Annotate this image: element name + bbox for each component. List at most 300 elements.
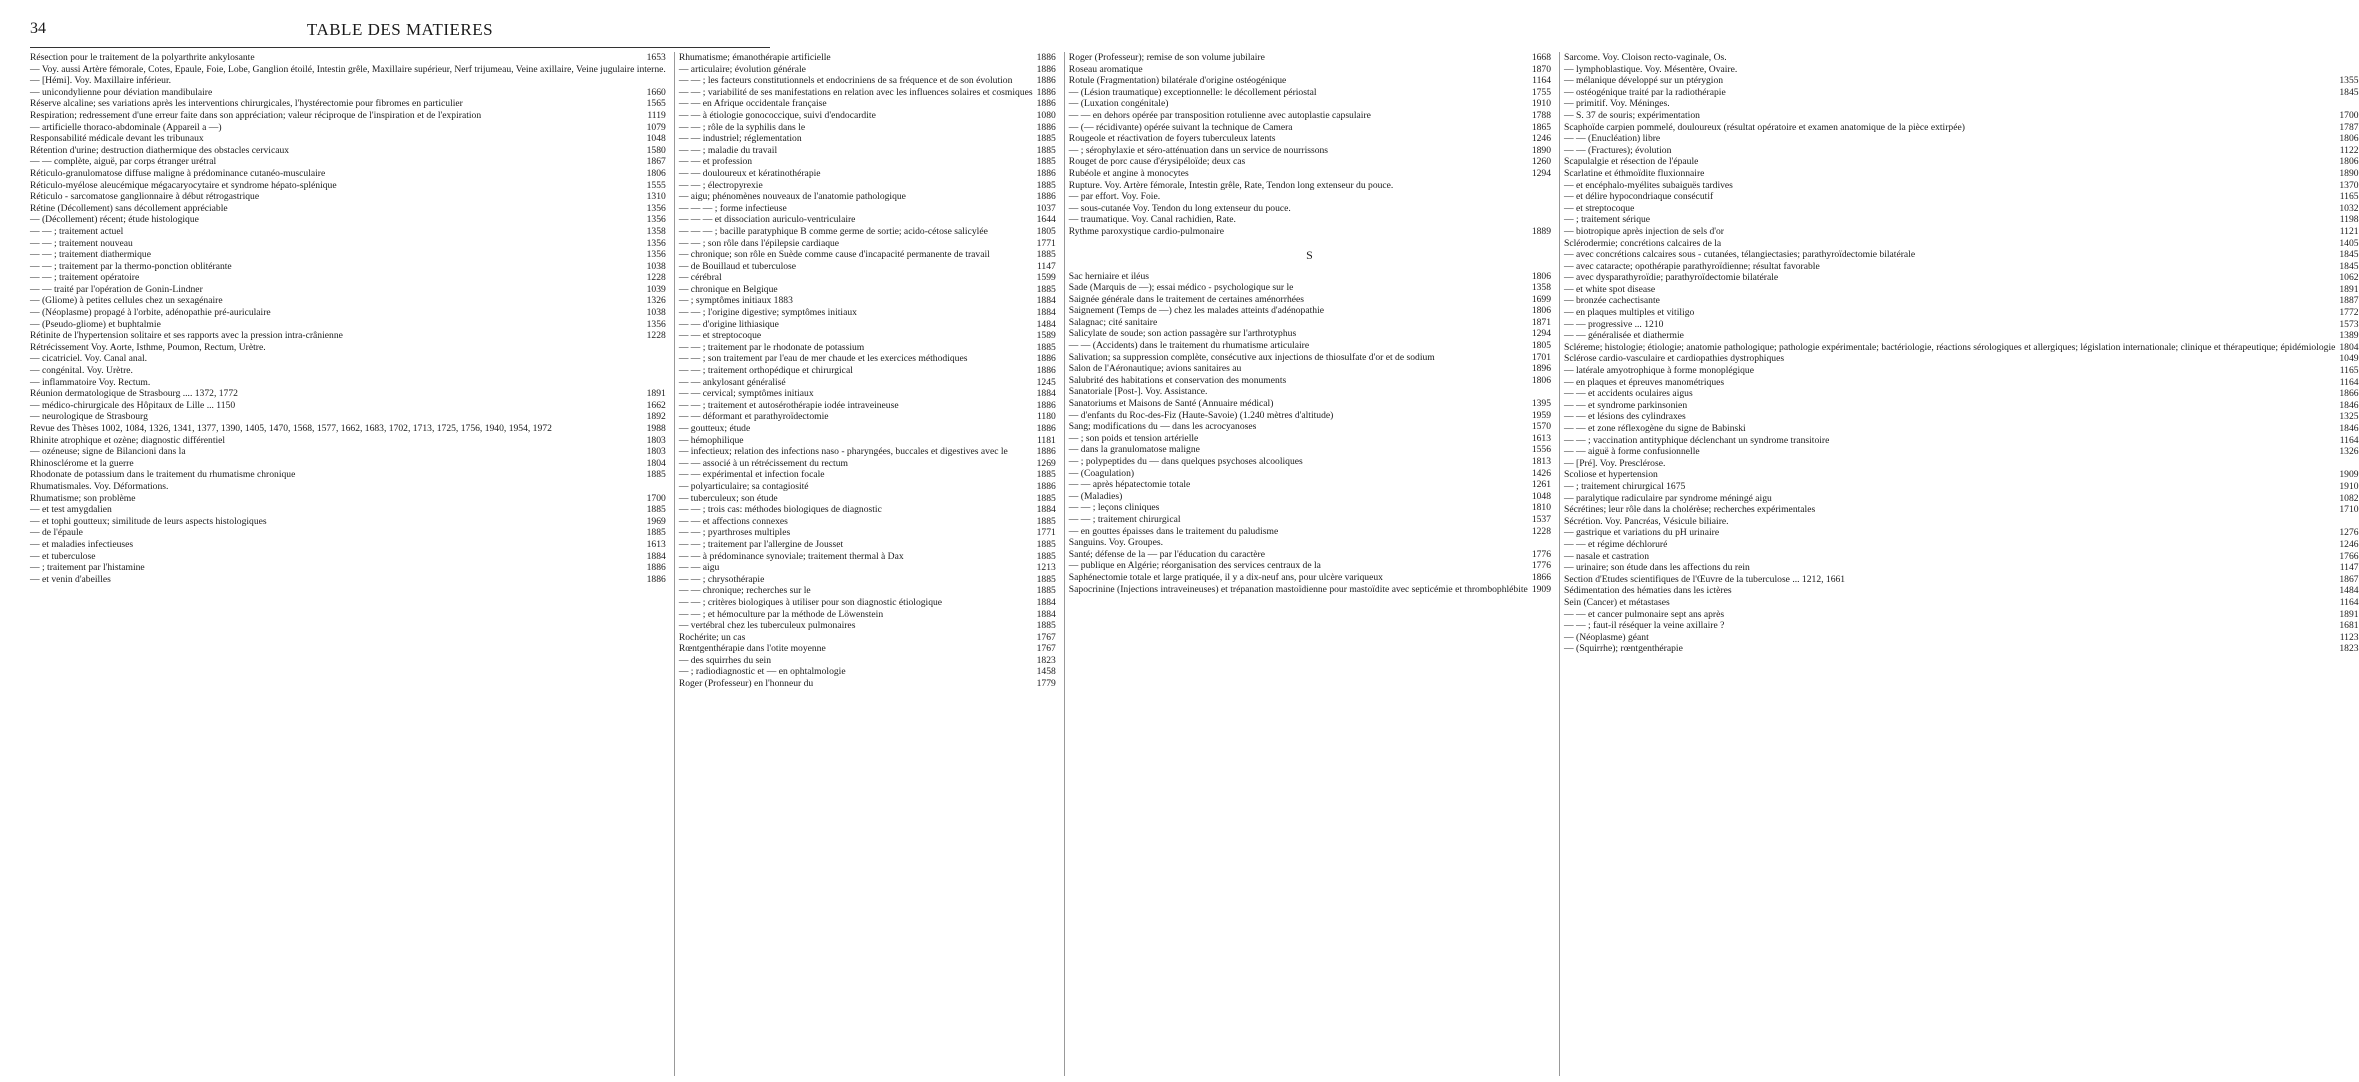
index-entry [1564,597,2359,609]
index-entry-text: Responsabilité médicale devant les tribunaux [30,133,204,145]
index-entry [30,400,666,412]
index-entry [1564,156,2359,168]
index-entry-text: Résection pour le traitement de la polyarthrite ankylosante [30,52,255,63]
index-entry-page: 1426 [1531,467,1552,479]
index-entry-text: — ostéogénique traité par la radiothérapie [1564,86,1726,98]
index-entry-page: 1405 [2339,237,2359,249]
index-entry-text: — — aiguë à forme confusionnelle [1564,446,1700,458]
index-entry [679,98,1056,110]
index-entry-text: — et white spot disease [1564,283,1656,295]
index-entry-text: — d'enfants du Roc-des-Fiz (Haute-Savoie) (1.240 mètres d'altitude) [1068,409,1334,421]
index-entry-text: — [Hémi]. Voy. Maxillaire inférieur. [30,75,172,87]
index-entry [679,353,1056,365]
index-entry-text: — ; symptômes initiaux 1883 [678,295,793,307]
index-entry-text: — — (Fractures); évolution [1564,144,1672,156]
index-entry [679,493,1056,505]
index-entry-page: 1269 [1036,457,1056,469]
index-entry [679,632,1056,644]
index-entry [1069,168,1551,180]
index-entry-page: 1228 [646,330,666,342]
index-entry [30,145,666,157]
index-entry [30,238,666,250]
index-entry [679,226,1056,238]
header-rule [30,47,770,48]
index-column-2 [674,52,1056,1076]
index-entry-text: — — généralisée et diathermie [1564,330,1684,342]
index-entry-page: 1867 [646,156,666,168]
index-entry [1069,110,1551,122]
index-entry-page: 1909 [2339,469,2359,481]
index-entry-page: 1310 [646,191,666,203]
index-entry [30,342,666,354]
index-entry-text: — — cervical; symptômes initiaux [678,388,814,400]
index-entry-page: 1884 [1036,307,1056,319]
index-entry [1564,203,2359,215]
index-entry [1564,377,2359,389]
index-entry-text: — — — ; forme infectieuse [678,202,787,214]
index-entry [1069,352,1551,364]
index-entry-text: — latérale amyotrophique à forme monoplégique [1564,365,1754,377]
index-entry-text: — et encéphalo-myélites subaiguës tardives [1564,179,1733,191]
index-entry-text: Réserve alcaline; ses variations après les interventions chirurgicales, l'hystérectomie pour fibromes en particulier [30,98,463,110]
index-entry-page: 1766 [2339,550,2359,562]
index-entry-text: — — ; électropyrexie [678,179,763,191]
index-entry-page: 1806 [1531,374,1552,386]
index-entry-page: 1613 [1531,432,1552,444]
index-entry-page: 1866 [1531,571,1552,583]
index-entry-page: 1846 [2339,423,2359,434]
index-entry [30,411,666,423]
index-entry-text: — — et accidents oculaires aigus [1564,388,1693,400]
index-entry-page: 1884 [646,550,666,562]
index-entry-text: — — à étiologie gonococcique, suivi d'endocardite [678,109,876,121]
index-entry-text: — — et lésions des cylindraxes [1564,411,1686,423]
index-entry [30,481,666,493]
index-entry [679,527,1056,539]
index-entry [679,214,1056,226]
index-entry [679,156,1056,168]
index-entry-text: — ; polypeptides du — dans quelques psychoses alcooliques [1068,456,1303,467]
index-entry [1564,504,2359,516]
index-entry [679,330,1056,342]
index-entry [1069,328,1551,340]
index-entry-text: Rœntgenthérapie dans l'otite moyenne [678,643,826,655]
index-entry [1564,168,2359,180]
index-entry-page: 1613 [646,538,666,550]
index-entry-text: — biotropique après injection de sels d'or [1564,225,1725,237]
index-entry-page: 1886 [1036,75,1056,87]
index-entry-text: — — à prédominance synoviale; traitement thermal à Dax [678,550,904,562]
index-entry [679,446,1056,458]
index-entry-page: 1358 [1531,282,1552,294]
index-entry-text: — dans la granulomatose maligne [1068,444,1200,456]
index-entry-text: — paralytique radiculaire par syndrome méningé aigu [1564,492,1772,504]
index-entry-text: Sang; modifications du — dans les acrocyanoses [1068,421,1257,433]
index-entry-text: Scléreme; histologie; étiologie; anatomie pathologique; pathologie expérimentale; bactériologie, réactions sérologiques et allergiques; législation internationale; clinique et thérapeutique; épidémiologie [1564,341,2336,353]
index-entry-text: Sédimentation des hématies dans les ictères [1564,585,1732,597]
index-entry-page: 1776 [1531,548,1552,560]
index-entry-page: 1885 [1036,179,1056,191]
index-entry [679,238,1056,250]
index-entry [30,446,666,458]
index-entry-text: — chronique; son rôle en Suède comme cause d'incapacité permanente de travail [678,249,990,261]
index-entry-page: 1886 [1036,86,1056,98]
index-entry-text: — — déformant et parathyroïdectomie [678,411,829,423]
index-entry [30,435,666,447]
index-entry [1564,319,2359,331]
index-entry-page: 1776 [1531,560,1552,572]
index-entry [679,295,1056,307]
index-entry [1069,75,1551,87]
index-entry-text: — ; traitement par l'histamine [30,562,145,574]
index-entry [1564,75,2359,87]
index-entry [679,481,1056,493]
index-entry-page: 1039 [646,283,666,295]
page-header [30,20,770,42]
index-entry-text: — en plaques et épreuves manométriques [1564,376,1725,388]
index-entry-text: — — ; rôle de la syphilis dans le [678,121,806,133]
index-entry-page: 1889 [1531,225,1552,237]
index-entry [1069,572,1551,584]
index-entry [1564,52,2359,64]
index-entry-page: 1884 [1036,504,1056,516]
index-entry-page: 1356 [646,202,666,214]
index-entry-page: 1885 [1036,156,1056,168]
index-entry-page: 1886 [1036,480,1056,492]
index-entry-text: — — progressive ... 1210 [1564,318,1664,330]
index-entry-page: 1355 [2339,75,2359,87]
index-entry [30,388,666,400]
index-entry-text: Rhinite atrophique et ozène; diagnostic différentiel [30,434,226,446]
index-entry [1069,214,1551,226]
index-entry-page: 1767 [1036,631,1056,643]
index-entry-page: 1803 [646,434,666,446]
index-entry [1069,122,1551,134]
index-entry-text: — ; traitement chirurgical 1675 [1564,480,1686,492]
index-entry-text: Roger (Professeur) en l'honneur du [678,678,814,690]
index-entry-text: — (Squirrhe); rœntgenthérapie [1564,643,1683,655]
index-entry-page: 1164 [2339,434,2359,446]
index-entry-page: 1755 [1531,86,1552,98]
index-entry [679,609,1056,621]
index-entry [1069,386,1551,398]
index-entry-page: 1767 [1036,643,1056,655]
index-entry-text: — cérébral [678,272,722,284]
index-entry [1564,64,2359,76]
index-entry [1069,514,1551,526]
index-entry-page: 1245 [1036,376,1056,388]
index-entry [30,98,666,110]
index-entry-page: 1788 [1531,109,1552,121]
index-entry-text: Roseau aromatique [1068,63,1143,75]
index-entry-text: — — associé à un rétrécissement du rectum [678,457,848,469]
index-entry [1069,375,1551,387]
index-entry-text: Sanguins. Voy. Groupes. [1068,537,1163,549]
index-entry [1564,411,2359,423]
index-entry-text: — tuberculeux; son étude [678,492,778,504]
index-entry-page: 1884 [1036,596,1056,608]
index-entry-page: 1771 [1036,237,1056,249]
index-entry-text: — (Maladies) [1068,490,1123,502]
index-entry-page: 1122 [2339,144,2359,156]
index-entry-page: 1261 [1531,479,1552,491]
index-entry-page: 1082 [2339,492,2359,504]
index-entry [1069,282,1551,294]
index-entry-page: 1886 [1036,167,1056,179]
index-entry-text: Sac herniaire et iléus [1068,270,1149,282]
index-entry-text: — — chronique; recherches sur le [678,585,811,597]
index-entry-text: — — et zone réflexogène du signe de Babinski [1564,423,1746,434]
index-entry-page: 1845 [2339,249,2359,261]
index-entry-text: Rétention d'urine; destruction diathermique des obstacles cervicaux [30,144,290,156]
index-entry [30,52,666,64]
index-entry-text: Rhumatisme; émanothérapie artificielle [678,52,831,63]
index-entry [679,597,1056,609]
index-entry-text: — bronzée cachectisante [1564,295,1660,307]
index-entry-page: 1181 [1036,434,1056,446]
index-entry-page: 1260 [1531,156,1552,168]
index-entry-text: Sade (Marquis de —); essai médico - psychologique sur le [1068,282,1294,294]
index-entry-page: 1806 [646,167,666,179]
index-entry [30,203,666,215]
index-entry [30,562,666,574]
index-entry [679,342,1056,354]
index-entry-text: Rochérite; un cas [678,631,746,643]
index-entry [1564,562,2359,574]
index-entry-page: 1891 [2339,608,2359,620]
index-entry-page: 1198 [2339,214,2359,226]
index-entry [30,110,666,122]
index-entry-text: — sous-cutanée Voy. Tendon du long extenseur du pouce. [1068,202,1291,214]
index-entry-page: 1787 [2339,121,2359,133]
index-entry-text: — (Pseudo-gliome) et buphtalmie [30,318,161,330]
index-entry-text: Section d'Etudes scientifiques de l'Œuvre de la tuberculose ... 1212, 1661 [1564,573,1846,585]
index-entry-page: 1049 [2339,353,2359,365]
index-entry [1069,444,1551,456]
index-entry [1564,238,2359,250]
index-entry [679,516,1056,528]
index-entry [1069,502,1551,514]
index-entry-text: — et venin d'abeilles [30,573,111,585]
index-entry-page: 1891 [2339,283,2359,295]
index-entry-page: 1565 [646,98,666,110]
index-entry-page: 1885 [646,527,666,539]
index-entry-page: 1772 [2339,307,2359,319]
index-entry-page: 1048 [1531,490,1552,502]
index-entry-page: 1326 [646,295,666,307]
index-entry-text: — — douloureux et kératinothérapie [678,167,821,179]
index-entry-text: Saignée générale dans le traitement de certaines aménorrhées [1068,293,1304,305]
index-entry-page: 1804 [2339,341,2359,353]
index-entry [1564,191,2359,203]
index-entry-text: — Voy. aussi Artère fémorale, Cotes, Epaule, Foie, Lobe, Ganglion étoilé, Intestin grêle, Maxillaire supérieur, Nerf trijumeau, Veine axillaire, Veine jugulaire interne. [30,63,666,75]
index-entry-text: — ; traitement sérique [1564,214,1651,226]
index-entry-text: — — ; traitement actuel [30,225,124,237]
index-entry-page: 1325 [2339,411,2359,423]
index-entry-text: Saignement (Temps de —) chez les malades atteints d'adénopathie [1068,305,1325,317]
index-entry [679,620,1056,632]
index-entry-page: 1866 [2339,388,2359,400]
index-entry-text: Roger (Professeur); remise de son volume jubilaire [1068,52,1265,63]
index-entry [1069,526,1551,538]
index-entry-text: — S. 37 de souris; expérimentation [1564,109,1700,121]
index-entry-page: 1845 [2339,260,2359,272]
index-entry-text: — — ; son rôle dans l'épilepsie cardiaque [678,237,840,249]
index-entry-page: 1589 [1036,330,1056,342]
index-entry-page: 1885 [1036,620,1056,632]
index-entry-text: — — ; critères biologiques à utiliser pour son diagnostic étiologique [678,596,943,608]
index-entry-page: 1121 [2339,225,2359,237]
index-entry-text: — — ; son traitement par l'eau de mer chaude et les exercices méthodiques [678,353,968,365]
index-entry [679,319,1056,331]
index-entry-text: — — ; les facteurs constitutionnels et endocriniens de sa fréquence et de son évolution [678,75,1013,87]
index-entry-page: 1276 [2339,527,2359,539]
index-entry-text: Santé; défense de la — par l'éducation du caractère [1068,548,1265,560]
index-entry-text: — infectieux; relation des infections naso - pharyngées, buccales et digestives avec le [678,446,1008,458]
index-entry [30,551,666,563]
index-entry [1069,421,1551,433]
index-entry-page: 1886 [1036,191,1056,203]
index-entry-text: — ozéneuse; signe de Bilancioni dans la [30,446,186,458]
index-entry [30,295,666,307]
index-entry-page: 1885 [1036,550,1056,562]
index-entry-page: 1246 [2339,538,2359,550]
index-entry-text: — — ; traitement orthopédique et chirurgical [678,365,853,377]
index-entry-page: 1119 [647,109,666,121]
index-entry [1564,353,2359,365]
index-entry-page: 1884 [1036,295,1056,307]
index-entry-text: — congénital. Voy. Urètre. [30,365,133,377]
index-entry-text: — — après hépatectomie totale [1068,479,1191,491]
index-entry-text: — — ; vaccination antityphique déclenchant un syndrome transitoire [1564,434,1830,446]
index-entry-text: — ; sérophylaxie et séro-atténuation dans un service de nourrissons [1068,144,1329,156]
index-entry [30,423,666,435]
index-entry-text: — (Coagulation) [1068,467,1135,479]
index-entry [679,388,1056,400]
index-entry-text: — — ; l'origine digestive; symptômes initiaux [678,307,857,319]
page-title: TABLE DES MATIERES [306,20,494,39]
index-entry-page: 1909 [1531,583,1552,595]
index-entry [30,214,666,226]
index-entry-page: 1038 [646,307,666,319]
index-entry-page: 1356 [646,318,666,330]
index-entry-page: 1885 [1036,515,1056,527]
index-entry-text: Sécrétines; leur rôle dans la cholérèse; recherches expérimentales [1564,504,1816,516]
index-entry [30,284,666,296]
index-entry-page: 1871 [1531,316,1552,328]
index-entry-page: 1885 [1036,573,1056,585]
index-entry [679,377,1056,389]
index-entry-text: — par effort. Voy. Foie. [1068,191,1161,203]
index-entry-text: — de l'épaule [30,527,83,539]
index-entry-page: 1228 [646,272,666,284]
index-entry [1564,643,2359,655]
index-entry-text: — — traité par l'opération de Gonin-Lindner [30,283,203,295]
index-entry [679,400,1056,412]
index-entry-page: 1484 [2339,585,2359,597]
index-entry-text: — en plaques multiples et vitiligo [1564,307,1695,319]
index-entry-page: 1668 [1531,52,1552,63]
index-entry-text: — traumatique. Voy. Canal rachidien, Rate. [1068,214,1236,226]
index-entry-page: 1867 [2339,573,2359,585]
index-entry-page: 1959 [1531,409,1552,421]
index-entry [1564,574,2359,586]
index-entry-page: 1887 [2339,295,2359,307]
index-entry-text: — — et régime déchloruré [1564,538,1668,550]
index-entry-page: 1660 [646,86,666,98]
index-entry [679,180,1056,192]
index-entry-page: 1294 [1531,167,1552,179]
index-entry-page: 1806 [2339,133,2359,145]
index-entry-text: Salicylate de soude; son action passagère sur l'arthrotyphus [1068,328,1297,340]
index-entry-text: — (Néoplasme) propagé à l'orbite, adénopathie pré-auriculaire [30,307,271,319]
index-entry [1564,342,2359,354]
index-entry [1069,549,1551,561]
index-entry-page: 1891 [646,388,666,400]
index-entry-text: — [Pré]. Voy. Presclérose. [1564,457,1666,469]
index-entry-page: 1886 [1036,446,1056,458]
index-entry [679,666,1056,678]
index-entry [1564,469,2359,481]
index-entry-page: 1886 [646,573,666,585]
index-entry [30,319,666,331]
index-entry-text: — (Luxation congénitale) [1068,98,1169,110]
index-entry-page: 1806 [1531,270,1552,282]
index-entry-page: 1890 [1531,144,1552,156]
index-entry [30,353,666,365]
index-entry-page: 1805 [1531,340,1552,352]
index-entry [1564,226,2359,238]
index-entry-text: — vertébral chez les tuberculeux pulmonaires [678,620,856,632]
index-entry [679,75,1056,87]
index-entry-page: 1356 [646,249,666,261]
index-entry [1564,180,2359,192]
index-entry-page: 1573 [2339,318,2359,330]
index-entry [1564,481,2359,493]
index-entry [679,643,1056,655]
index-entry-text: — cicatriciel. Voy. Canal anal. [30,353,148,365]
index-entry [1564,458,2359,470]
index-entry-text: Salubrité des habitations et conservation des monuments [1068,374,1287,386]
index-entry [1564,446,2359,458]
index-entry-page: 1890 [2339,167,2359,179]
index-entry [1069,203,1551,215]
index-entry-text: Sapocrinine (Injections intraveineuses) et trépanation mastoïdienne pour mastoïdite avec septicémie et thrombophlébite [1068,583,1528,595]
index-entry-page: 1886 [1036,353,1056,365]
index-entry [1069,180,1551,192]
index-entry-page: 1885 [1036,538,1056,550]
index-entry-text: Salon de l'Aéronautique; avions sanitaires au [1068,363,1242,375]
index-entry-text: — lymphoblastique. Voy. Mésentère, Ovaire. [1564,63,1738,75]
index-entry-text: Sécrétion. Voy. Pancréas, Vésicule biliaire. [1564,515,1729,527]
index-entry-text: — — ; faut-il réséquer la veine axillaire ? [1564,620,1725,632]
index-entry [1564,295,2359,307]
index-entry-text: — avec concrétions calcaires sous - cutanées, télangiectasies; parathyroïdectomie bilatérale [1564,249,1916,261]
index-entry [1069,468,1551,480]
index-entry-page: 1886 [1036,423,1056,434]
index-entry [1564,423,2359,435]
index-entry [1069,305,1551,317]
index-entry-page: 1885 [1036,492,1056,504]
index-entry-text: — — ; traitement et autosérothérapie iodée intraveineuse [678,399,899,411]
index-entry-page: 1885 [1036,133,1056,145]
index-entry-text: Réticulo - sarcomatose ganglionnaire à début rétrogastrique [30,191,260,203]
index-entry [1564,87,2359,99]
index-entry [1069,317,1551,329]
index-entry-page: 1886 [1036,399,1056,411]
index-entry-page: 1662 [646,399,666,411]
index-entry-page: 1988 [646,423,666,434]
